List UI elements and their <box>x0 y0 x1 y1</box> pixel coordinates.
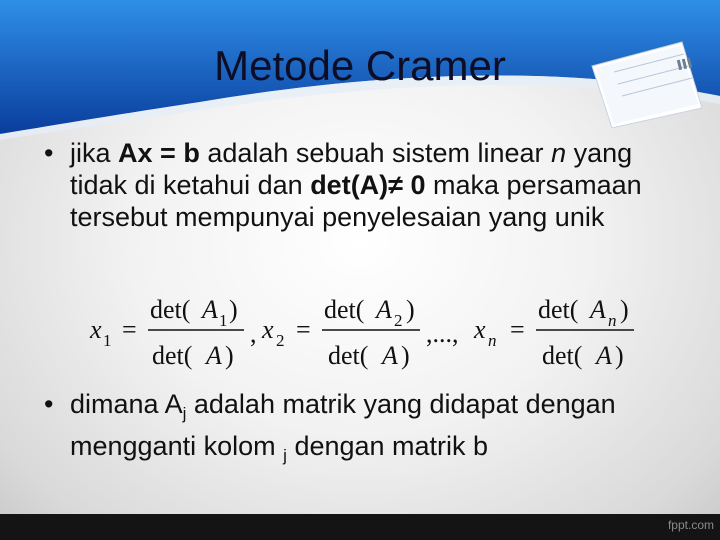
cramer-formula <box>86 286 646 376</box>
formula-numerator-det: det( <box>538 295 579 324</box>
formula-numerator-det: det( <box>150 295 191 324</box>
text-segment: jika <box>70 138 111 168</box>
equation-inline: Ax = b <box>118 138 200 168</box>
notebook-icon <box>586 38 706 128</box>
formula-numerator-matrix: A <box>590 295 606 324</box>
footer-bar <box>0 514 720 540</box>
bullet-marker: • <box>44 389 54 419</box>
formula-numerator-subscript: 1 <box>219 311 228 330</box>
slide-title: Metode Cramer <box>214 42 506 89</box>
formula-denominator-matrix: A <box>206 341 222 370</box>
bullet-1-text <box>70 137 690 233</box>
footer-credit: fppt.com <box>667 518 714 532</box>
formula-numerator-close: ) <box>406 295 415 324</box>
formula-denominator-det: det( <box>328 341 369 370</box>
determinant-condition: det(A)≠ 0 <box>310 170 426 200</box>
text-segment: adalah sebuah sistem linear <box>207 138 544 168</box>
formula-equals: = <box>122 315 137 344</box>
formula-numerator-matrix: A <box>376 295 392 324</box>
text-segment: maka persamaan tersebut mempunyai penyelesaian yang unik <box>70 170 642 232</box>
formula-numerator-subscript: 2 <box>394 311 403 330</box>
formula-numerator-subscript: n <box>608 311 617 330</box>
formula-denominator-det: det( <box>542 341 583 370</box>
text-segment: adalah matrik yang didapat dengan mengganti kolom <box>70 389 616 461</box>
variable-n: n <box>551 138 567 168</box>
formula-denominator-matrix: A <box>382 341 398 370</box>
bullet-2-text <box>70 388 690 472</box>
formula-lhs: x <box>90 315 102 344</box>
formula-numerator-close: ) <box>229 295 238 324</box>
formula-separator: , <box>250 319 257 348</box>
bullet-marker: • <box>44 138 54 168</box>
subscript-j: j <box>283 446 287 465</box>
formula-equals: = <box>510 315 525 344</box>
formula-lhs-subscript: 1 <box>103 331 112 350</box>
formula-denominator-close: ) <box>225 341 234 370</box>
formula-separator: ,..., <box>426 319 459 348</box>
formula-equals: = <box>296 315 311 344</box>
formula-denominator-det: det( <box>152 341 193 370</box>
formula-denominator-matrix: A <box>596 341 612 370</box>
text-segment: dengan matrik b <box>294 431 489 461</box>
formula-denominator-close: ) <box>615 341 624 370</box>
text-segment: dimana A <box>70 389 183 419</box>
formula-numerator-close: ) <box>620 295 629 324</box>
formula-denominator-close: ) <box>401 341 410 370</box>
formula-lhs: x <box>474 315 486 344</box>
formula-lhs-subscript: 2 <box>276 331 285 350</box>
formula-lhs-subscript: n <box>488 331 497 350</box>
formula-numerator-det: det( <box>324 295 365 324</box>
formula-numerator-matrix: A <box>202 295 218 324</box>
formula-lhs: x <box>262 315 274 344</box>
subscript-j: j <box>182 404 187 423</box>
text-segment: yang tidak di ketahui dan <box>70 138 633 200</box>
